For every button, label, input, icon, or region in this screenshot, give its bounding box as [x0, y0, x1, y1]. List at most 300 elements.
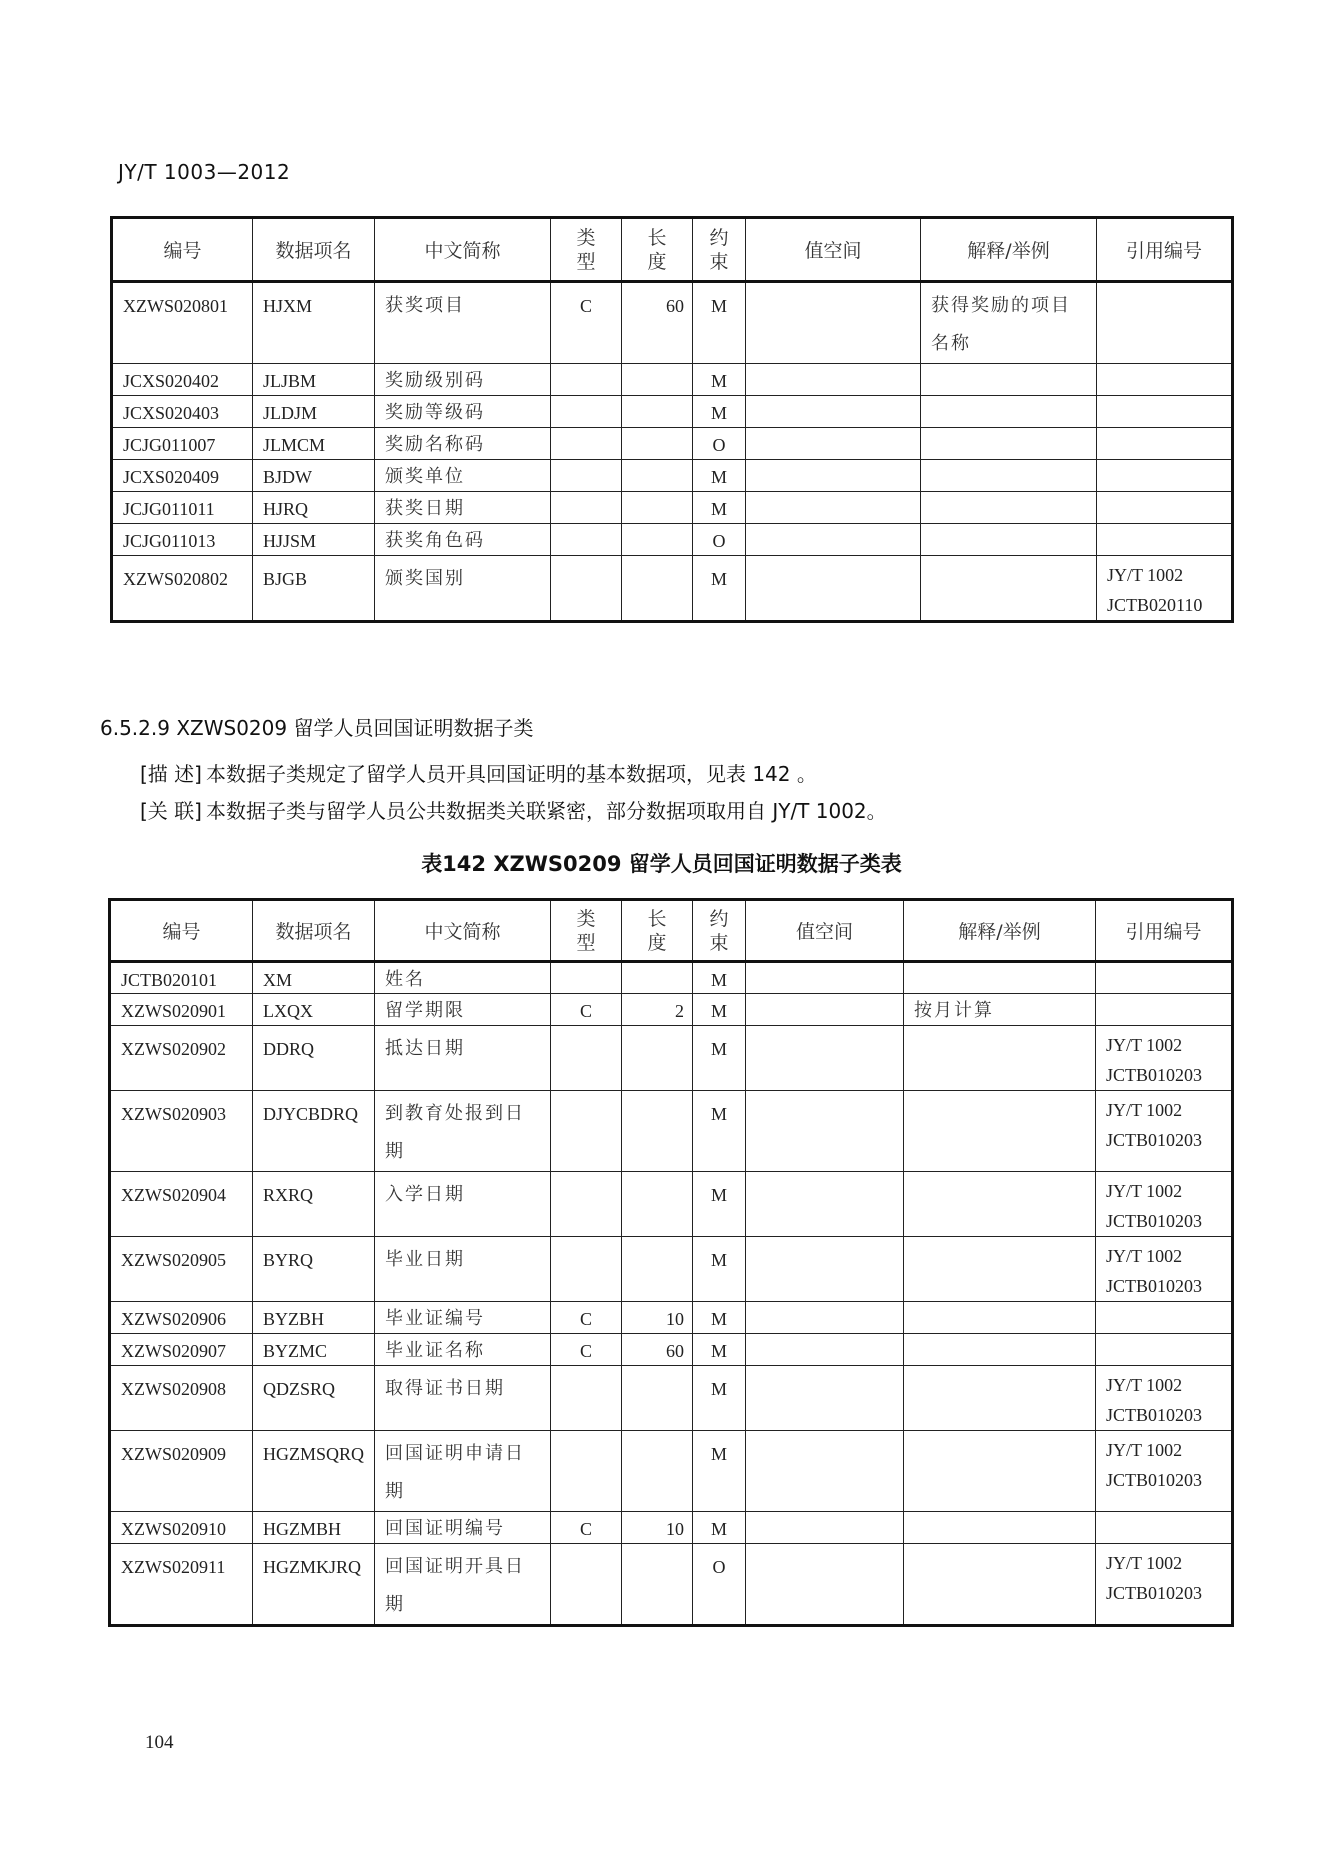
cell-value-space-text [746, 524, 920, 528]
cell-constraint [693, 460, 746, 492]
cell-type [551, 396, 622, 428]
cell-id [110, 1302, 253, 1334]
cell-constraint-text: M [710, 1309, 727, 1329]
table-row [110, 1431, 1233, 1512]
cell-reference [1096, 1544, 1233, 1626]
cell-length-text [622, 1237, 692, 1241]
cell-item-name-text: BJGB [263, 569, 308, 589]
cell-cn-name [375, 1172, 551, 1237]
header-length [622, 900, 693, 962]
cell-type [551, 1334, 622, 1366]
cell-value-space-text [746, 364, 920, 368]
header-value-space: 值空间 [746, 218, 921, 282]
cell-explanation [904, 1091, 1096, 1172]
reference-standard [1097, 396, 1231, 400]
cell-type-text [551, 1544, 621, 1548]
cell-reference [1097, 396, 1233, 428]
cell-item-name [253, 1172, 375, 1237]
cell-length-text [622, 556, 692, 560]
cell-value-space [746, 1302, 904, 1334]
cell-item-name-text: QDZSRQ [263, 1379, 336, 1399]
table-row [112, 556, 1233, 622]
cell-item-name-text: HJXM [263, 296, 313, 316]
cell-explanation-text [904, 963, 1095, 967]
cell-length [622, 1026, 693, 1091]
cell-item-name [253, 428, 375, 460]
cell-item-name-text: DJYCBDRQ [263, 1104, 359, 1124]
cell-explanation [904, 1512, 1096, 1544]
cell-item-name [253, 1431, 375, 1512]
cell-explanation [904, 1302, 1096, 1334]
cell-length [622, 1544, 693, 1626]
cell-item-name [253, 1302, 375, 1334]
cell-id [110, 1026, 253, 1091]
cell-length-text: 2 [675, 1001, 684, 1021]
cell-item-name [253, 962, 375, 994]
cell-type [551, 1431, 622, 1512]
header-constraint [693, 900, 746, 962]
header-item-name: 数据项名 [253, 218, 375, 282]
cell-item-name-text: JLMCM [263, 435, 326, 455]
cell-value-space [746, 556, 921, 622]
cell-cn-name [375, 1512, 551, 1544]
cell-value-space-text [746, 283, 920, 287]
cell-length-text [622, 1431, 692, 1435]
cell-length-text: 60 [666, 1341, 684, 1361]
reference-standard [1096, 994, 1231, 998]
cell-length [622, 1172, 693, 1237]
cell-cn-name [375, 994, 551, 1026]
cell-reference [1097, 364, 1233, 396]
cell-item-name-text: HGZMKJRQ [263, 1557, 362, 1577]
cell-length [622, 460, 693, 492]
cell-type [551, 1302, 622, 1334]
table-row [110, 1366, 1233, 1431]
cell-constraint-text: O [712, 531, 726, 551]
cell-type [551, 524, 622, 556]
cell-item-name-text: HJJSM [263, 531, 317, 551]
cell-item-name [253, 1512, 375, 1544]
cell-reference [1097, 524, 1233, 556]
header-cn-name: 中文简称 [375, 218, 551, 282]
cell-id-text: XZWS020907 [121, 1341, 226, 1361]
cell-type-text: C [579, 1519, 592, 1539]
cell-id-text: JCJG011011 [123, 499, 215, 519]
table-caption: 表142 XZWS0209 留学人员回国证明数据子类表 [421, 852, 902, 876]
cell-length-text [622, 1366, 692, 1370]
cell-item-name [253, 1237, 375, 1302]
cell-constraint [693, 1091, 746, 1172]
cell-type-text [551, 460, 621, 464]
cell-id [112, 396, 253, 428]
cell-value-space-text [746, 1302, 903, 1306]
cell-cn-name [375, 492, 551, 524]
table-row [110, 1512, 1233, 1544]
table-header-row [110, 900, 1233, 962]
cell-id [110, 994, 253, 1026]
cell-constraint-text: M [710, 1341, 727, 1361]
cell-length [622, 364, 693, 396]
cell-id [110, 1512, 253, 1544]
cell-explanation [921, 492, 1097, 524]
relation-paragraph [140, 795, 887, 824]
cell-cn-name [375, 524, 551, 556]
cell-item-name-text: LXQX [263, 1001, 313, 1021]
cell-item-name [253, 1544, 375, 1626]
cell-reference [1096, 1026, 1233, 1091]
cell-constraint-text: M [710, 1039, 727, 1059]
cell-constraint-text: M [710, 1001, 727, 1021]
cell-value-space-text [746, 1544, 903, 1548]
cell-explanation-text [921, 364, 1096, 368]
cell-value-space [746, 1544, 904, 1626]
cell-cn-name-text: 取得证书日期 [385, 1378, 505, 1399]
cell-constraint-text: M [710, 499, 727, 519]
cell-id-text: JCXS020402 [123, 371, 220, 391]
cell-explanation [921, 428, 1097, 460]
header-length-label: 长度 [647, 226, 667, 273]
cell-constraint [693, 524, 746, 556]
table-row [112, 524, 1233, 556]
cell-cn-name-text: 奖励等级码 [385, 402, 485, 423]
cell-value-space [746, 428, 921, 460]
cell-value-space-text [746, 1237, 903, 1241]
cell-constraint-text: M [710, 403, 727, 423]
cell-length-text [622, 1544, 692, 1548]
cell-id-text: JCTB020101 [121, 970, 218, 990]
cell-id [112, 556, 253, 622]
cell-id [110, 1431, 253, 1512]
table-row [110, 1091, 1233, 1172]
cell-cn-name [375, 1366, 551, 1431]
cell-constraint-text: M [710, 1519, 727, 1539]
cell-item-name [253, 524, 375, 556]
cell-length-text [622, 364, 692, 368]
cell-length [622, 396, 693, 428]
cell-cn-name-text: 到教育处报到日期 [385, 1103, 525, 1162]
cell-constraint-text: M [710, 1250, 727, 1270]
reference-code: JCTB010203 [1106, 1405, 1203, 1425]
cell-reference [1097, 556, 1233, 622]
cell-value-space [746, 994, 904, 1026]
cell-reference [1096, 1366, 1233, 1431]
cell-reference [1097, 460, 1233, 492]
cell-type-text [551, 1237, 621, 1241]
header-length [622, 218, 693, 282]
cell-item-name-text: JLJBM [263, 371, 317, 391]
cell-value-space [746, 492, 921, 524]
cell-cn-name [375, 1334, 551, 1366]
cell-reference [1097, 492, 1233, 524]
cell-id [110, 1544, 253, 1626]
header-constraint-label: 约束 [709, 226, 729, 273]
cell-length [622, 1366, 693, 1431]
cell-type-text [551, 524, 621, 528]
cell-cn-name [375, 1237, 551, 1302]
table-row [110, 994, 1233, 1026]
cell-cn-name-text: 抵达日期 [385, 1038, 465, 1059]
table-header-row [112, 218, 1233, 282]
cell-id [112, 460, 253, 492]
cell-explanation-text [921, 492, 1096, 496]
cell-id-text: XZWS020908 [121, 1379, 226, 1399]
cell-value-space [746, 1512, 904, 1544]
reference-code: JCTB010203 [1106, 1130, 1203, 1150]
cell-value-space [746, 282, 921, 364]
cell-value-space [746, 396, 921, 428]
cell-explanation-text [904, 1172, 1095, 1176]
description-paragraph [140, 758, 817, 787]
header-constraint [693, 218, 746, 282]
cell-length [622, 994, 693, 1026]
cell-constraint [693, 396, 746, 428]
cell-item-name [253, 492, 375, 524]
cell-explanation [921, 556, 1097, 622]
cell-reference [1096, 994, 1233, 1026]
header-item-name: 数据项名 [253, 900, 375, 962]
cell-cn-name-text: 毕业证名称 [385, 1340, 485, 1361]
header-type-label: 类型 [576, 907, 596, 954]
cell-length-text: 10 [666, 1309, 684, 1329]
cell-id [110, 1091, 253, 1172]
reference-code: JCTB010203 [1106, 1276, 1203, 1296]
reference-standard [1096, 1302, 1231, 1306]
cell-item-name [253, 1026, 375, 1091]
reference-standard: JY/T 1002 [1106, 1035, 1183, 1055]
cell-cn-name-text: 颁奖国别 [385, 568, 465, 589]
cell-constraint [693, 1334, 746, 1366]
table-row [110, 1026, 1233, 1091]
cell-id-text: XZWS020911 [121, 1557, 226, 1577]
reference-standard [1096, 1512, 1231, 1516]
cell-type [551, 428, 622, 460]
cell-explanation [921, 460, 1097, 492]
table-row [112, 492, 1233, 524]
cell-item-name-text: HJRQ [263, 499, 309, 519]
cell-reference [1096, 1512, 1233, 1544]
reference-standard: JY/T 1002 [1106, 1181, 1183, 1201]
cell-length-text [622, 492, 692, 496]
cell-constraint-text: M [710, 569, 727, 589]
cell-type-text [551, 1172, 621, 1176]
cell-cn-name-text: 姓名 [385, 969, 425, 990]
header-type-label: 类型 [576, 226, 596, 273]
cell-constraint [693, 556, 746, 622]
cell-cn-name [375, 556, 551, 622]
cell-type-text [551, 492, 621, 496]
cell-length-text: 10 [666, 1519, 684, 1539]
cell-length [622, 428, 693, 460]
cell-type-text: C [579, 1001, 592, 1021]
table-row [112, 396, 1233, 428]
reference-code: JCTB020110 [1107, 595, 1203, 615]
cell-id-text: XZWS020801 [123, 296, 228, 316]
reference-code: JCTB010203 [1106, 1583, 1203, 1603]
cell-value-space [746, 1366, 904, 1431]
cell-type [551, 1091, 622, 1172]
cell-constraint [693, 1172, 746, 1237]
cell-item-name [253, 994, 375, 1026]
table-row [110, 1172, 1233, 1237]
reference-standard [1097, 492, 1231, 496]
header-id: 编号 [112, 218, 253, 282]
table-row [112, 282, 1233, 364]
cell-constraint-text: M [710, 1104, 727, 1124]
description-text: 本数据子类规定了留学人员开具回国证明的基本数据项，见表 142 。 [205, 762, 817, 786]
cell-constraint [693, 1302, 746, 1334]
cell-type [551, 1026, 622, 1091]
cell-cn-name [375, 396, 551, 428]
header-explanation: 解释/举例 [921, 218, 1097, 282]
cell-item-name-text: DDRQ [263, 1039, 315, 1059]
cell-length-text [622, 524, 692, 528]
cell-cn-name-text: 奖励名称码 [385, 434, 485, 455]
header-type [551, 900, 622, 962]
cell-id-text: XZWS020909 [121, 1444, 226, 1464]
cell-cn-name [375, 1431, 551, 1512]
table-row [112, 460, 1233, 492]
reference-standard: JY/T 1002 [1106, 1440, 1183, 1460]
cell-length [622, 1091, 693, 1172]
reference-standard [1097, 283, 1231, 287]
cell-id-text: JCXS020403 [123, 403, 220, 423]
cell-explanation-text: 按月计算 [914, 1000, 994, 1021]
cell-length [622, 556, 693, 622]
cell-id-text: JCXS020409 [123, 467, 220, 487]
cell-value-space-text [746, 460, 920, 464]
cell-type [551, 1366, 622, 1431]
cell-length-text [622, 1026, 692, 1030]
header-cn-name: 中文简称 [375, 900, 551, 962]
cell-reference [1096, 1091, 1233, 1172]
cell-length [622, 1512, 693, 1544]
table-row [110, 962, 1233, 994]
cell-type [551, 1172, 622, 1237]
reference-standard: JY/T 1002 [1106, 1375, 1183, 1395]
cell-id [110, 1366, 253, 1431]
cell-value-space-text [746, 1091, 903, 1095]
cell-value-space [746, 962, 904, 994]
cell-item-name-text: BJDW [263, 467, 312, 487]
cell-item-name [253, 1091, 375, 1172]
header-reference: 引用编号 [1097, 218, 1233, 282]
header-id: 编号 [110, 900, 253, 962]
cell-explanation-text [921, 524, 1096, 528]
cell-reference [1096, 1334, 1233, 1366]
cell-cn-name-text: 毕业证编号 [385, 1308, 485, 1329]
cell-explanation-text [904, 1237, 1095, 1241]
cell-item-name [253, 556, 375, 622]
cell-constraint [693, 1512, 746, 1544]
cell-item-name-text: BYZMC [263, 1341, 328, 1361]
cell-explanation [904, 1544, 1096, 1626]
cell-explanation [904, 1366, 1096, 1431]
cell-explanation [921, 524, 1097, 556]
reference-standard [1097, 428, 1231, 432]
cell-explanation-text [921, 556, 1096, 560]
cell-reference [1096, 1431, 1233, 1512]
section-heading: 6.5.2.9 XZWS0209 留学人员回国证明数据子类 [100, 716, 534, 740]
header-type [551, 218, 622, 282]
cell-cn-name [375, 1091, 551, 1172]
header-length-label: 长度 [647, 907, 667, 954]
header-value-space: 值空间 [746, 900, 904, 962]
cell-cn-name [375, 1544, 551, 1626]
reference-code: JCTB010203 [1106, 1211, 1203, 1231]
cell-reference [1097, 282, 1233, 364]
cell-reference [1096, 962, 1233, 994]
cell-explanation [904, 994, 1096, 1026]
cell-type [551, 1544, 622, 1626]
cell-constraint [693, 282, 746, 364]
cell-explanation [904, 1237, 1096, 1302]
cell-value-space-text [746, 396, 920, 400]
cell-item-name-text: RXRQ [263, 1185, 314, 1205]
cell-constraint [693, 1237, 746, 1302]
cell-value-space-text [746, 1366, 903, 1370]
table2-body [110, 962, 1233, 1626]
cell-constraint [693, 1026, 746, 1091]
cell-value-space [746, 1091, 904, 1172]
cell-constraint [693, 428, 746, 460]
cell-constraint [693, 1431, 746, 1512]
cell-constraint-text: M [710, 970, 727, 990]
cell-explanation [921, 282, 1097, 364]
cell-cn-name [375, 460, 551, 492]
cell-length-text [622, 428, 692, 432]
cell-value-space-text [746, 994, 903, 998]
cell-cn-name [375, 1302, 551, 1334]
cell-item-name [253, 396, 375, 428]
cell-constraint-text: M [710, 1185, 727, 1205]
cell-item-name-text: BYZBH [263, 1309, 325, 1329]
cell-type-text [551, 396, 621, 400]
cell-value-space [746, 1431, 904, 1512]
cell-type-text [551, 428, 621, 432]
cell-id [112, 282, 253, 364]
cell-length [622, 1302, 693, 1334]
cell-reference [1096, 1172, 1233, 1237]
cell-constraint [693, 1544, 746, 1626]
cell-length-text [622, 1091, 692, 1095]
cell-cn-name-text: 回国证明编号 [385, 1518, 505, 1539]
cell-constraint [693, 994, 746, 1026]
cell-id [112, 524, 253, 556]
cell-value-space-text [746, 1512, 903, 1516]
cell-length [622, 282, 693, 364]
cell-type-text: C [579, 1309, 592, 1329]
cell-explanation-text [921, 396, 1096, 400]
cell-constraint-text: M [710, 467, 727, 487]
cell-constraint-text: M [710, 296, 727, 316]
cell-explanation-text [904, 1544, 1095, 1548]
cell-value-space-text [746, 428, 920, 432]
cell-reference [1096, 1302, 1233, 1334]
cell-id-text: JCJG011007 [123, 435, 216, 455]
cell-id-text: XZWS020904 [121, 1185, 226, 1205]
reference-standard [1097, 460, 1231, 464]
cell-id-text: XZWS020901 [121, 1001, 226, 1021]
cell-explanation [904, 1334, 1096, 1366]
relation-label: [关 联] [140, 799, 202, 823]
cell-explanation-text [921, 460, 1096, 464]
cell-constraint [693, 492, 746, 524]
cell-cn-name-text: 回国证明开具日期 [385, 1556, 525, 1615]
cell-cn-name-text: 入学日期 [385, 1184, 465, 1205]
reference-standard [1096, 963, 1231, 967]
cell-constraint-text: M [710, 1444, 727, 1464]
cell-explanation-text [904, 1334, 1095, 1338]
